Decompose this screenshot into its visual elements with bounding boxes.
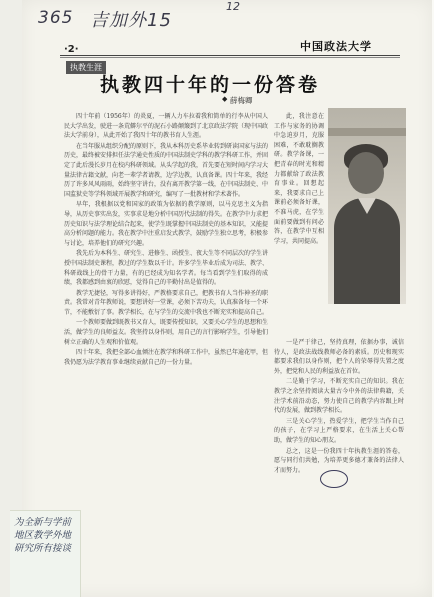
author-byline: 薛梅卿 [230,96,253,105]
article-title: 执教四十年的一份答卷 [100,74,321,96]
paragraph: 总之，这是一份我四十年执教生涯的答卷，愿与同行们共勉，为培养更多德才兼备的法律人才而努力。 [274,447,404,474]
paragraph: 早年，我根据以党和国家的政策为依据的教学原则，以马克思主义为指导，从历史事实出发，实事求是地分析中国历代法制的得失。在教学中力求把历史知识与法学理论结合起来，使学生既掌握中国法制史的基本知识，又能提高分析问题的能力。我在教学中注重启发式教学，鼓励学生独立思考，积极参与讨论，培养他们的研究兴趣。 [64,201,268,247]
paragraph: 二是勤于学习，不断充实自己的知识。我在教学之余坚持阅读大量古今中外的法律典籍，关注学术前沿动态，努力使自己的教学内容跟上时代的发展，做到教学相长。 [274,378,404,415]
paragraph: 四十年来，我把全部心血倾注在教学和科研工作中，虽然已年逾花甲，但我仍愿为法学教育事业继续贡献自己的一份力量。 [64,349,268,366]
paragraph: 一是严于律己，坚持真理，依据办事，诚信待人，是政法战线教师必备的素质。历史和现实都要求我们以身作则，把个人的荣辱得失置之度外，把党和人民的利益放在首位。 [274,339,404,375]
author-photo [328,108,406,304]
page-shadow [0,0,22,597]
paragraph: 教学无捷径，写得多讲得好，严教格要求自己，把教书育人当作神圣的职责。我常对青年教师说，要想讲好一堂课，必须下苦功夫，认真准备每一个环节，不能敷衍了事。教学相长，在与学生的交流中我也不断充实和提高自己。 [64,289,268,316]
header-rule-thin [60,57,400,58]
handwritten-number-small: 12 [226,0,240,13]
paragraph: 一个教师要做到既教书又育人，既要传授知识，又要关心学生的思想和生活，做学生的良师益友。我坚持以身作则，用自己的言行影响学生，引导他们树立正确的人生观和价值观。 [64,319,268,346]
column-tag: 执教生涯 [66,61,106,74]
paragraph: 在当年服从组织分配的原则下，我从本科历史系毕业转到研读国家与法的历史，最终被安排担任法学通史性质的中国法制史学科的教学科研工作，并固定了此后漫长岁月在校内科研领域。从头学起的我，首先要在短时间内学习大量法律古籍文献，向老一辈学者请教，边学边教，认真备课。四十年来，我经历了许多风风雨雨，始终坚守讲台，没有离开教学第一线，在中国法制史、中国监狱史等学科领域开展教学和研究，编写了一批教材和学术著作。 [64,142,268,198]
page-number: ·2· [64,44,79,55]
diamond-icon: ◆ [222,95,228,103]
header-rule [60,55,400,56]
handwritten-note: 吉加外15 [90,10,172,31]
masthead: 中国政法大学 [300,40,372,53]
margin-note: 为全新与学前地区教学外地研究所有接谈 [14,517,72,554]
handwritten-number: 365 [38,8,74,28]
paragraph: 三是关心学生，热爱学生，把学生当作自己的孩子，在学习上严格要求，在生活上关心帮助，做学生的知心朋友。 [274,417,404,444]
article-body-right-narrow [274,112,324,336]
paragraph: 我先后为本科生、研究生、进修生、函授生、夜大生等不同层次的学生讲授中国法制史课程，教过的学生数以千计。许多学生毕业后成为司法、教学、科研战线上的骨干力量，有的已经成为知名学者。每当看到学生们取得的成绩，我都感到由衷的欣慰，觉得自己的辛勤付出是值得的。 [64,250,268,287]
pen-circle-mark [320,470,348,488]
article-body-right [274,338,404,588]
paragraph: 四十年前（1956年）的炎夏，一辆人力车拉着我和简单的行李从中国人民大学出发，驶进一条荒僻尔平的泥石小路颠簸到了北京政法学院（现中国政法大学前身），从此开始了我四十年的教书育人生涯。 [64,113,268,140]
paragraph: 此，我注意在工作与家务的协调中急迫岁月，克服困难，不敢耽搁教研。教学备课，一把青春的时光和精力都献给了政法教育事业。回想起来，我要求自己上课前必须备好课，不准马虎，在学生面前要做到有问必答，在教学中互相学习，共同提高。 [274,113,324,245]
article-body-left [64,112,268,582]
